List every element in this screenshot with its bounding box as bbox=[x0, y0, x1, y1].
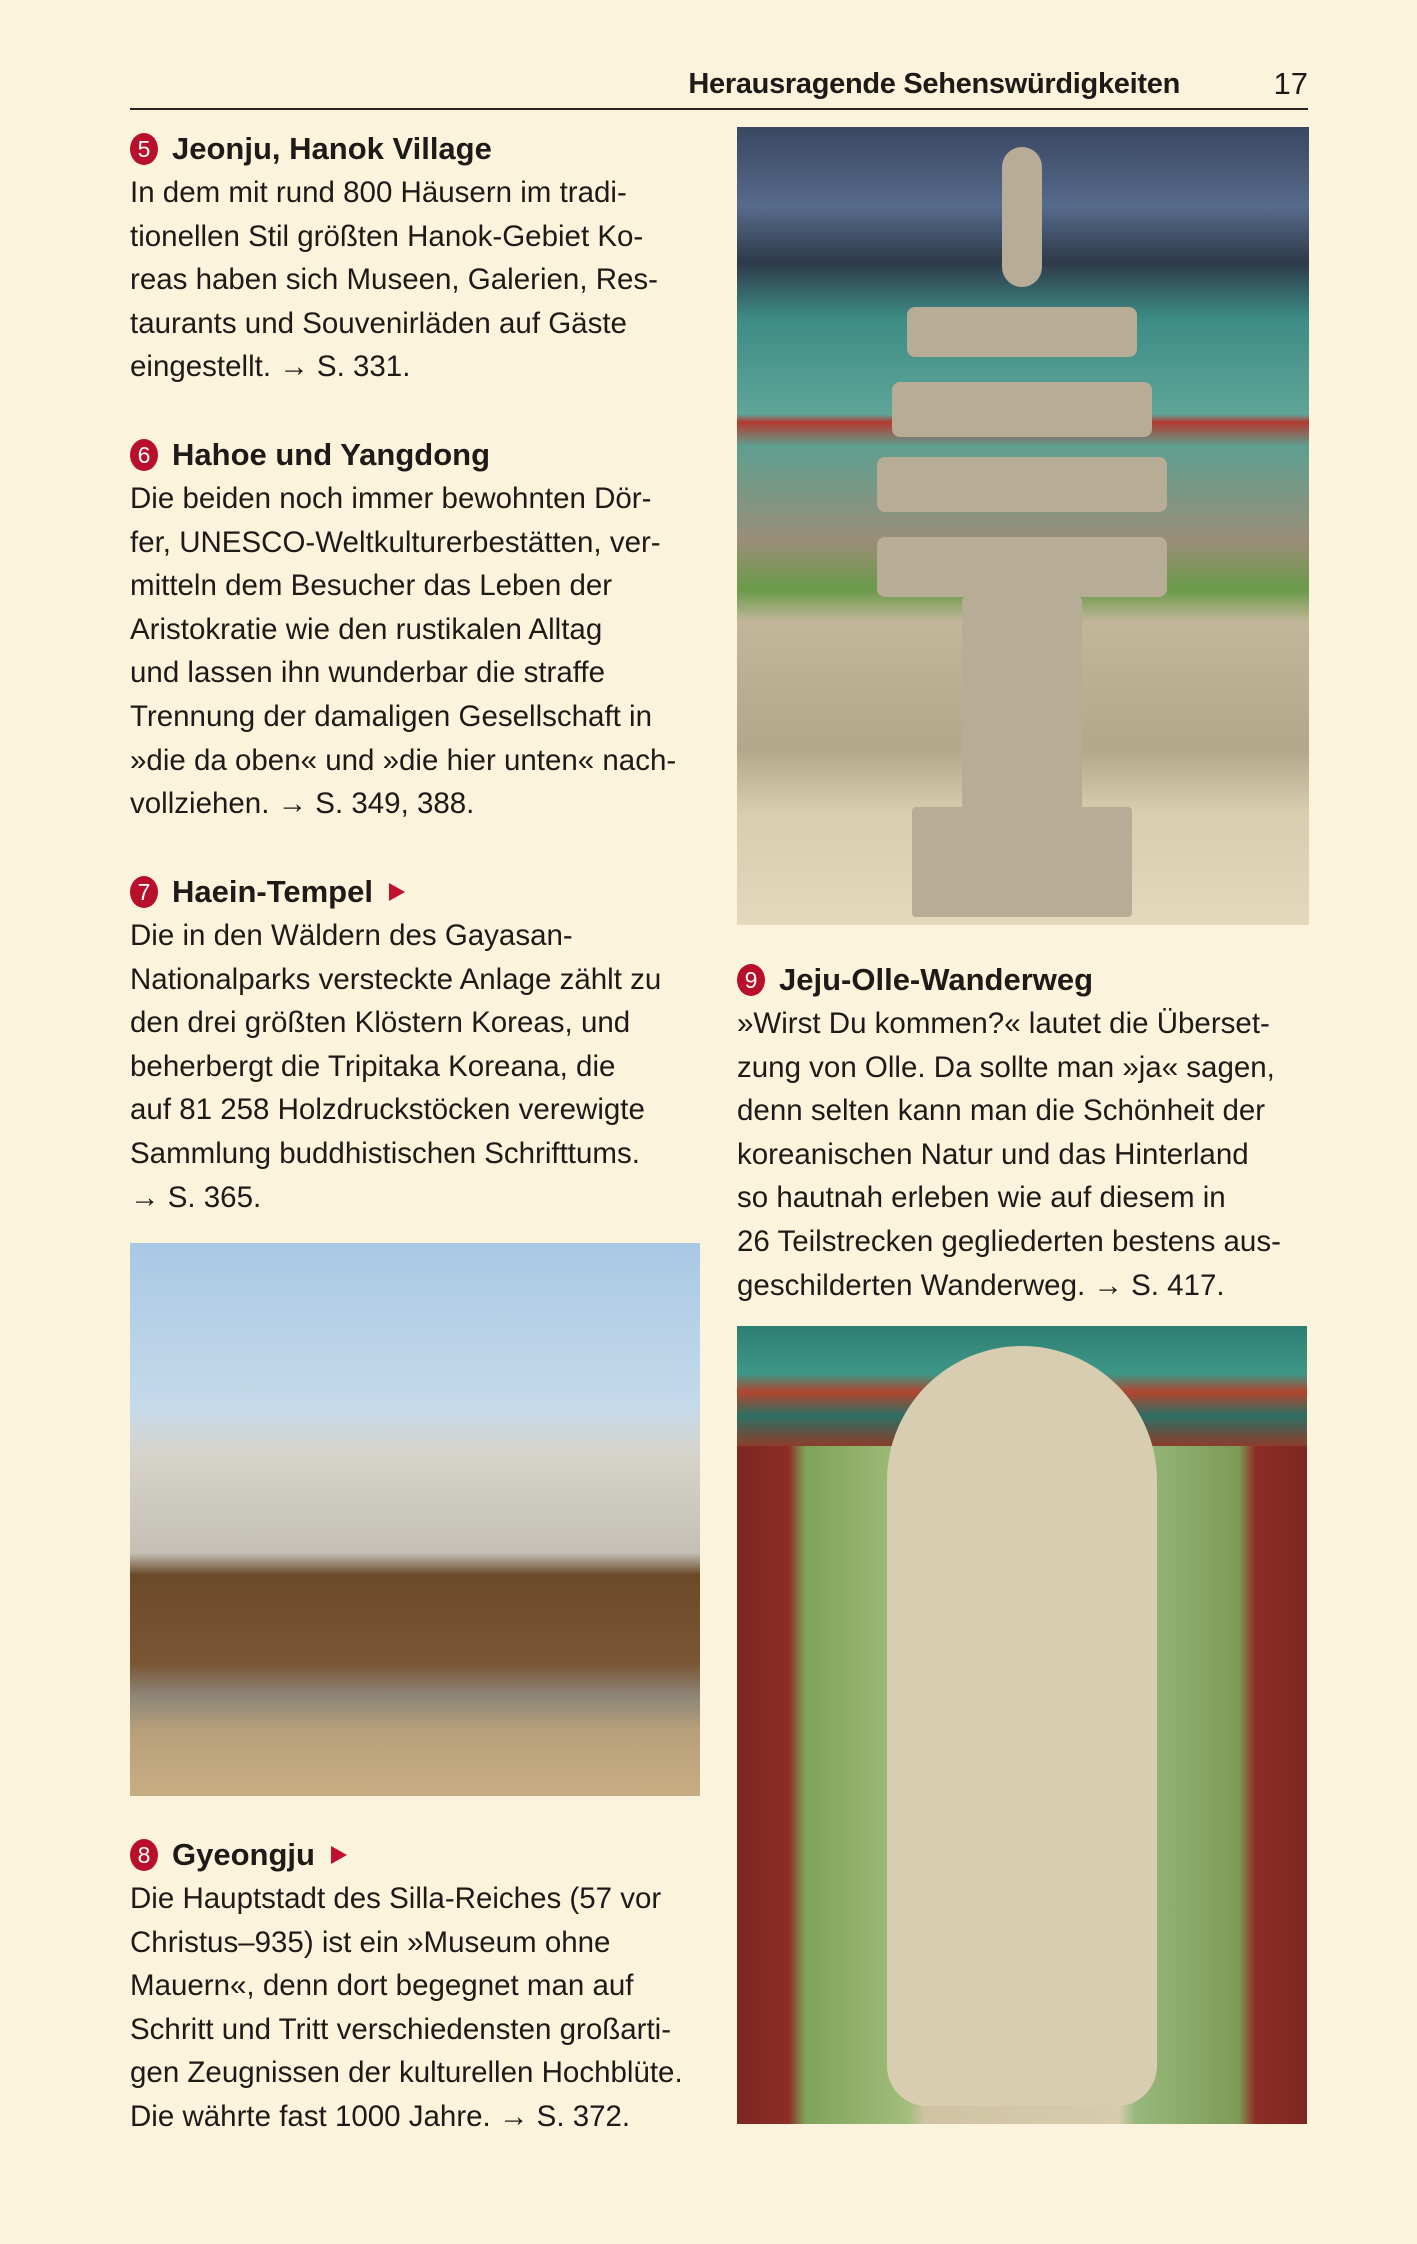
entry-title: Jeju-Olle-Wanderweg bbox=[779, 962, 1094, 997]
running-header bbox=[130, 60, 1308, 110]
pagoda-photo bbox=[737, 127, 1309, 925]
entry-7 bbox=[130, 870, 702, 1219]
entry-9 bbox=[737, 958, 1309, 1307]
number-badge: 6 bbox=[130, 439, 158, 471]
page-number: 17 bbox=[1273, 66, 1308, 101]
entry-title: Hahoe und Yangdong bbox=[172, 437, 491, 472]
entry-5 bbox=[130, 127, 702, 389]
entry-title: Haein-Tempel bbox=[172, 874, 373, 909]
number-badge: 7 bbox=[130, 876, 158, 908]
number-badge: 9 bbox=[737, 964, 765, 996]
buddha-photo bbox=[737, 1326, 1307, 2124]
hanok-photo bbox=[130, 1243, 700, 1796]
entry-body: Die in den Wäldern des Gayasan- Nationalparks versteckte Anlage zählt zu den drei größten Klöstern Koreas, und beherbergt die Tripitaka Koreana, die auf 81 258 Holzdruckstöcken verewigte Sammlung buddhistischen Schrifttums. → S. 365. bbox=[130, 919, 662, 1214]
arrow-right-icon bbox=[331, 1846, 347, 1864]
entry-title: Jeonju, Hanok Village bbox=[172, 131, 492, 166]
entry-body: Die Hauptstadt des Silla-Reiches (57 vor Christus–935) ist ein »Museum ohne Mauern«, denn dort begegnet man auf Schritt und Tritt verschiedensten großarti- gen Zeugnissen der kulturellen Hochblüte. Die währte fast 1000 Jahre. → S. 372. bbox=[130, 1882, 683, 2133]
arrow-right-icon bbox=[389, 883, 405, 901]
entry-6 bbox=[130, 433, 702, 826]
entry-body: In dem mit rund 800 Häusern im tradi- tionellen Stil größten Hanok-Gebiet Ko- reas haben sich Museen, Galerien, Res- taurants und Souvenirläden auf Gäste eingestellt. → S. 331. bbox=[130, 176, 658, 384]
section-title: Herausragende Sehenswürdigkeiten bbox=[688, 68, 1180, 100]
entry-8 bbox=[130, 1833, 702, 2139]
number-badge: 5 bbox=[130, 133, 158, 165]
entry-title: Gyeongju bbox=[172, 1837, 315, 1872]
entry-body: Die beiden noch immer bewohnten Dör- fer, UNESCO-Weltkulturerbestätten, ver- mitteln dem Besucher das Leben der Aristokratie wie den rustikalen Alltag und lassen ihn wunderbar die straffe Trennung der damaligen Gesellschaft in »die da oben« und »die hier unten« nach- vollziehen. → S. 349, 388. bbox=[130, 482, 677, 821]
entry-body: »Wirst Du kommen?« lautet die Überset- zung von Olle. Da sollte man »ja« sagen, denn selten kann man die Schönheit der koreanischen Natur und das Hinterland so hautnah erleben wie auf diesem in 26 Teilstrecken gegliederten bestens aus- geschilderten Wanderweg. → S. 417. bbox=[737, 1007, 1281, 1302]
number-badge: 8 bbox=[130, 1839, 158, 1871]
